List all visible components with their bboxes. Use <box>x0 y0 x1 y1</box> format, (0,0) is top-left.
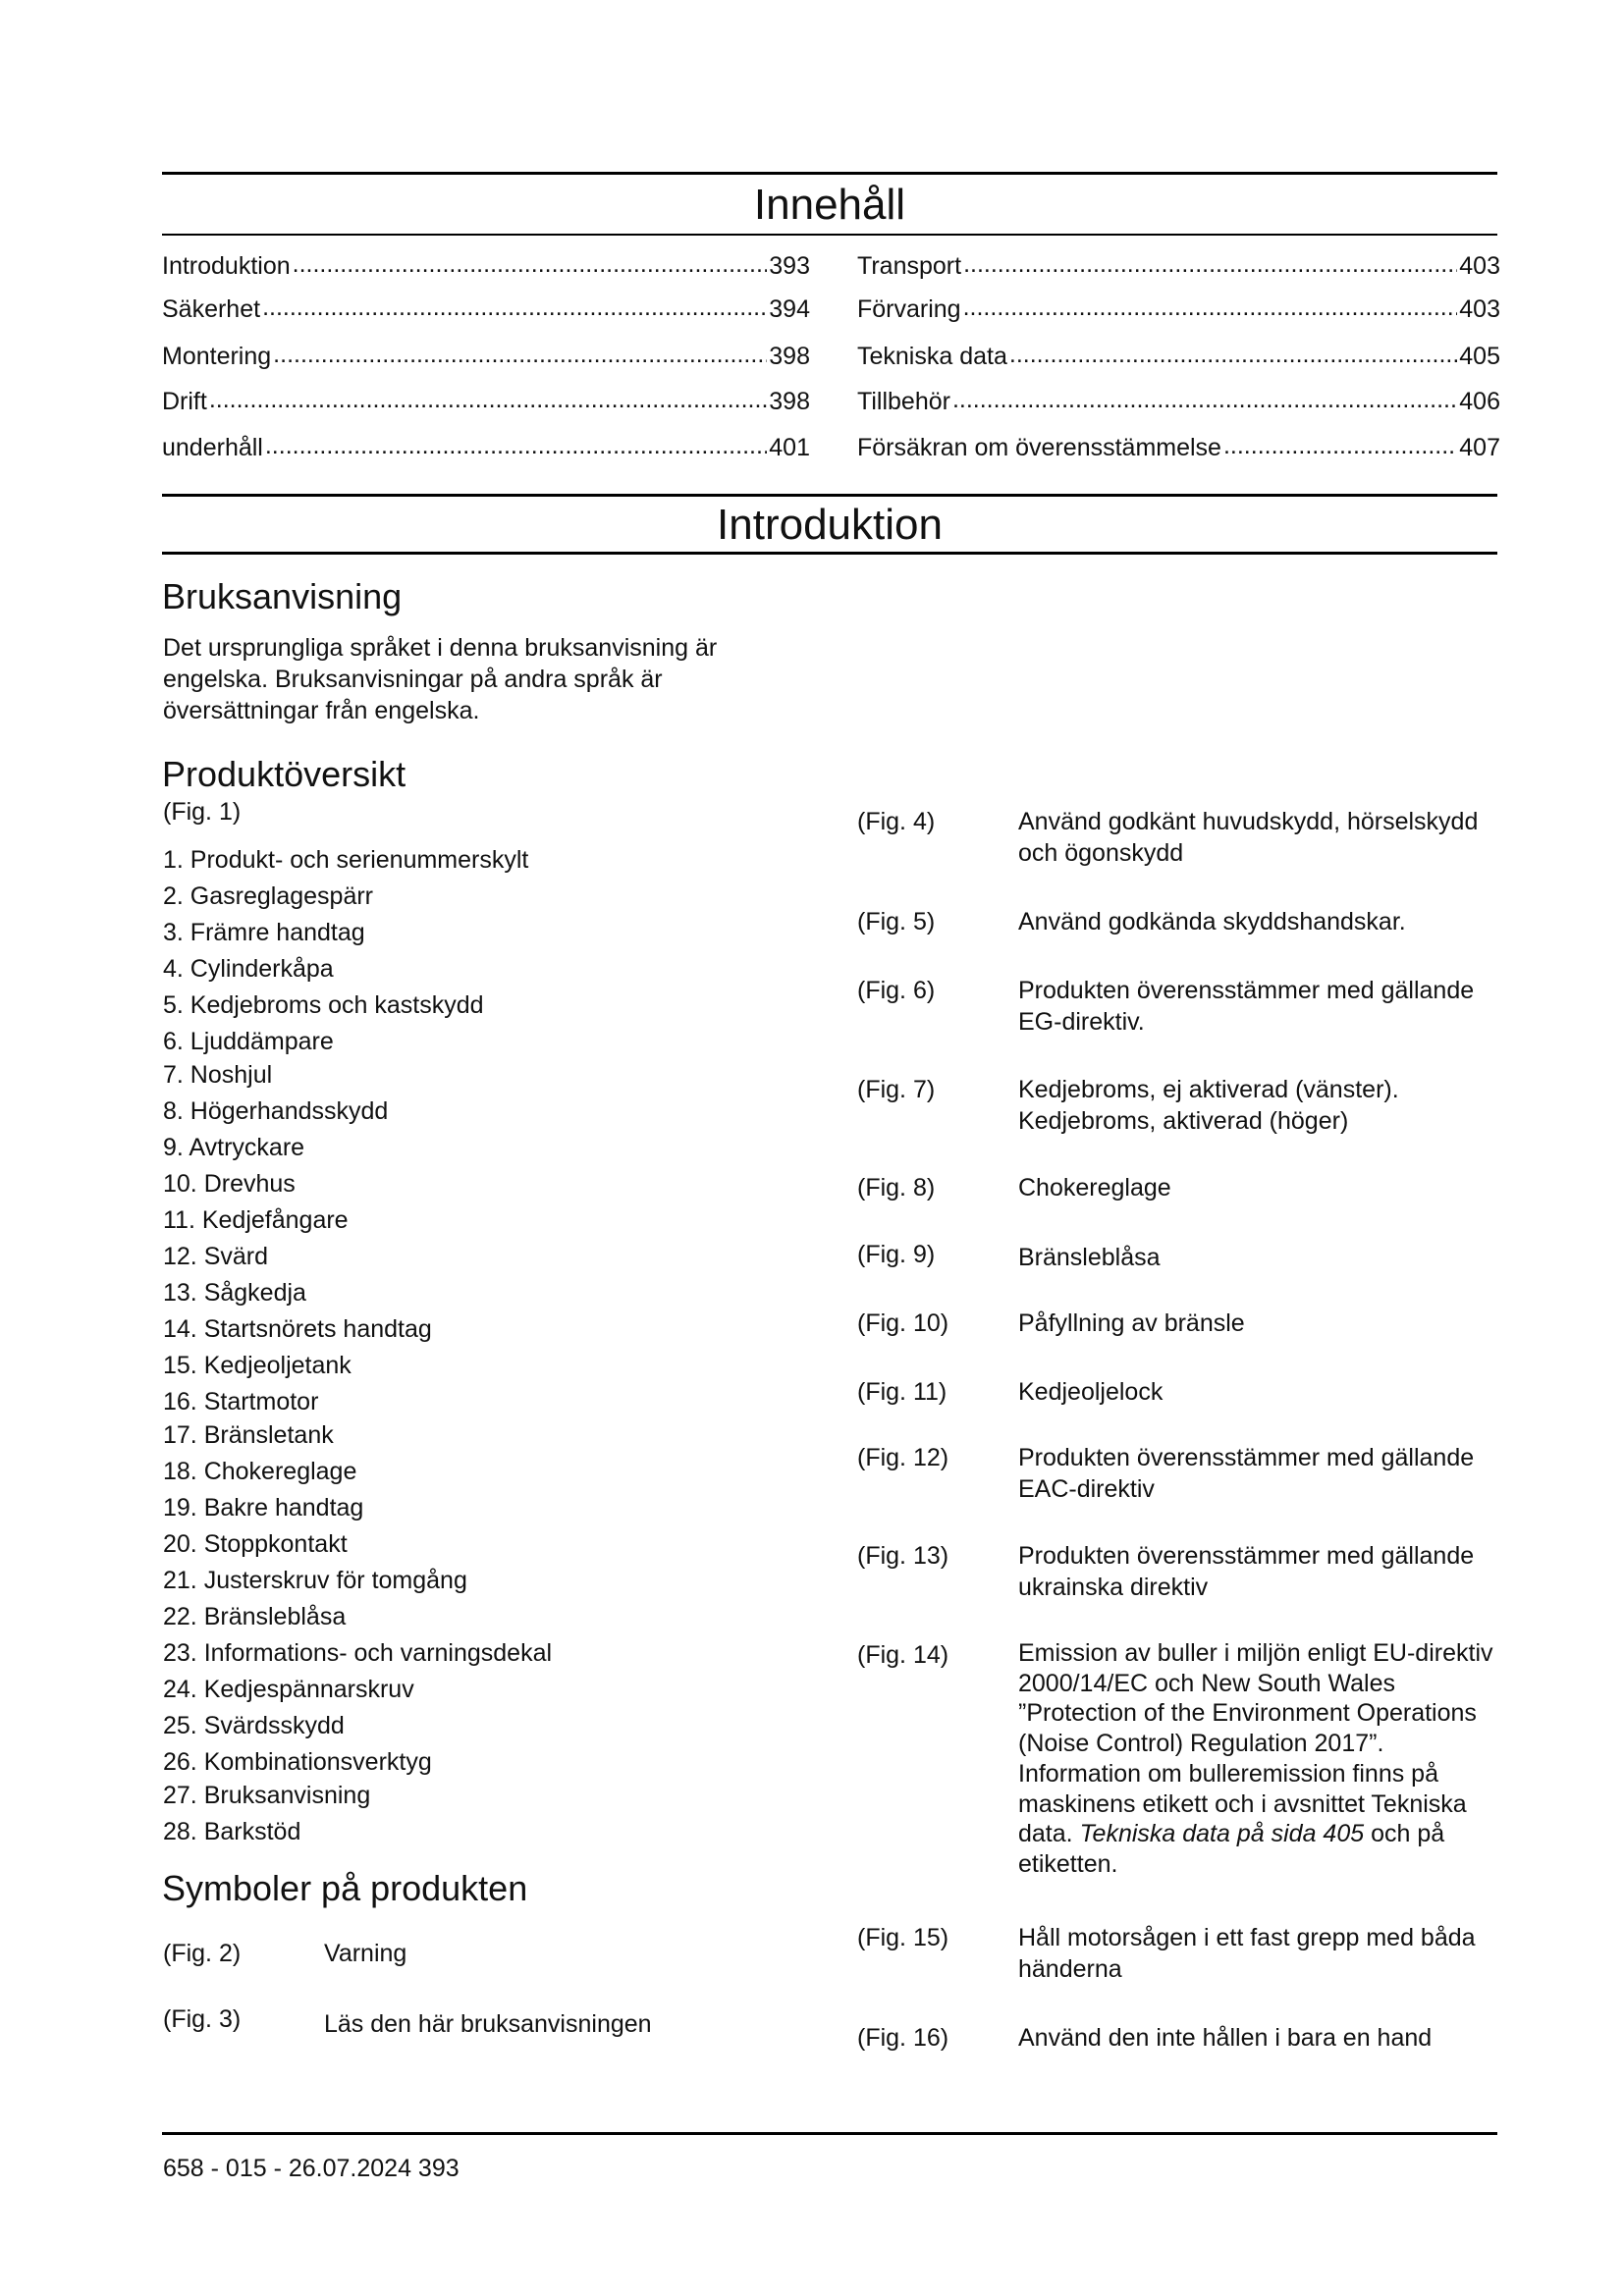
fig-ref: (Fig. 9) <box>857 1241 936 1268</box>
section-rule-bottom <box>162 552 1497 555</box>
footer-rule <box>162 2132 1497 2135</box>
list-item: 26. Kombinationsverktyg <box>163 1748 432 1776</box>
fig-description: Chokereglage <box>1018 1174 1171 1201</box>
toc-rule-top <box>162 172 1497 175</box>
fig-ref: (Fig. 10) <box>857 1309 949 1337</box>
toc-entry[interactable]: Introduktion ..... 393 <box>162 251 810 281</box>
fig-ref: (Fig. 11) <box>857 1378 947 1406</box>
list-item: 25. Svärdsskydd <box>163 1712 345 1739</box>
fig-description: Använd den inte hållen i bara en hand <box>1018 2024 1433 2052</box>
toc-entry[interactable]: Montering ..... 398 <box>162 342 810 371</box>
fig-description: Produkten överensstämmer med gällande ukrainska direktiv <box>1018 1542 1475 1601</box>
fig-description <box>1018 1638 1509 1880</box>
list-item: 18. Chokereglage <box>163 1458 357 1485</box>
list-item: 9. Avtryckare <box>163 1134 305 1161</box>
fig-description: Kedjeoljelock <box>1018 1378 1164 1406</box>
fig-description: Varning <box>324 1940 407 1967</box>
fig-ref: (Fig. 8) <box>857 1174 936 1201</box>
fig-description: Påfyllning av bränsle <box>1018 1309 1245 1337</box>
list-item: 7. Noshjul <box>163 1061 273 1089</box>
manual-text: Det ursprungliga språket i denna bruksanvisning är engelska. Bruksanvisningar på andra språk är översättningar från engelska. <box>163 634 718 724</box>
list-item: 14. Startsnörets handtag <box>163 1315 432 1343</box>
fig-ref: (Fig. 4) <box>857 808 936 835</box>
overview-heading: Produktöversikt <box>162 754 406 794</box>
section-title: Introduktion <box>717 501 943 549</box>
list-item: 12. Svärd <box>163 1243 269 1270</box>
list-item: 23. Informations- och varningsdekal <box>163 1639 553 1667</box>
list-item: 4. Cylinderkåpa <box>163 955 334 983</box>
list-item: 24. Kedjespännarskruv <box>163 1676 414 1703</box>
fig-ref: (Fig. 7) <box>857 1076 936 1103</box>
toc-title: Innehåll <box>753 181 906 229</box>
fig-description: Produkten överensstämmer med gällande EAC-direktiv <box>1018 1444 1475 1503</box>
toc-entry[interactable]: Transport ..... 403 <box>857 251 1500 281</box>
list-item: 10. Drevhus <box>163 1170 296 1198</box>
list-item: 13. Sågkedja <box>163 1279 306 1307</box>
toc-entry[interactable]: underhåll ..... 401 <box>162 433 810 462</box>
list-item: 6. Ljuddämpare <box>163 1028 334 1055</box>
list-item: 15. Kedjeoljetank <box>163 1352 352 1379</box>
list-item: 3. Främre handtag <box>163 919 365 946</box>
list-item: 28. Barkstöd <box>163 1818 301 1845</box>
fig-description-tail: och på etiketten. <box>1018 1820 1445 1878</box>
section-rule-top <box>162 494 1497 497</box>
fig-ref: (Fig. 13) <box>857 1542 949 1570</box>
fig-ref: (Fig. 14) <box>857 1641 949 1669</box>
list-item: 27. Bruksanvisning <box>163 1782 371 1809</box>
overview-fig-ref: (Fig. 1) <box>163 798 242 826</box>
cross-reference-link[interactable]: Tekniska data på sida 405 <box>1079 1820 1365 1848</box>
fig-description-text: Emission av buller i miljön enligt EU-direktiv 2000/14/EC och New South Wales ”Protection of the Environment Operations (Noise Control) Regulation 2017”. Information om bulleremission finns på maskinens etikett och i avsnittet Tekniska data. <box>1018 1639 1493 1848</box>
toc-entry[interactable]: Tekniska data ..... 405 <box>857 342 1500 371</box>
list-item: 11. Kedjefångare <box>163 1206 349 1234</box>
list-item: 1. Produkt- och serienummerskylt <box>163 846 529 874</box>
fig-ref: (Fig. 16) <box>857 2024 949 2052</box>
toc-entry[interactable]: Försäkran om överensstämmelse ..... 407 <box>857 433 1500 462</box>
manual-heading: Bruksanvisning <box>162 576 403 616</box>
fig-ref: (Fig. 3) <box>163 2005 242 2033</box>
toc-entry[interactable]: Tillbehör ..... 406 <box>857 387 1500 416</box>
list-item: 17. Bränsletank <box>163 1421 334 1449</box>
toc-rule-bottom <box>162 234 1497 236</box>
fig-description: Håll motorsågen i ett fast grepp med båda händerna <box>1018 1924 1476 1983</box>
fig-ref: (Fig. 6) <box>857 977 936 1004</box>
fig-ref: (Fig. 5) <box>857 908 936 935</box>
list-item: 2. Gasreglagespärr <box>163 882 374 910</box>
fig-description: Produkten överensstämmer med gällande EG-direktiv. <box>1018 977 1475 1036</box>
fig-description: Använd godkänt huvudskydd, hörselskydd och ögonskydd <box>1018 808 1479 867</box>
fig-ref: (Fig. 15) <box>857 1924 949 1951</box>
page-footer: 658 - 015 - 26.07.2024 393 <box>163 2155 460 2182</box>
fig-description: Kedjebroms, ej aktiverad (vänster). Kedjebroms, aktiverad (höger) <box>1018 1076 1399 1135</box>
toc-entry[interactable]: Säkerhet ..... 394 <box>162 294 810 324</box>
fig-ref: (Fig. 2) <box>163 1940 242 1967</box>
fig-description: Bränsleblåsa <box>1018 1244 1161 1271</box>
toc-entry[interactable]: Drift ..... 398 <box>162 387 810 416</box>
fig-description: Använd godkända skyddshandskar. <box>1018 908 1406 935</box>
fig-ref: (Fig. 12) <box>857 1444 949 1471</box>
list-item: 8. Högerhandsskydd <box>163 1097 389 1125</box>
list-item: 21. Justerskruv för tomgång <box>163 1567 467 1594</box>
toc-entry[interactable]: Förvaring ..... 403 <box>857 294 1500 324</box>
list-item: 20. Stoppkontakt <box>163 1530 348 1558</box>
symbols-heading: Symboler på produkten <box>162 1868 528 1908</box>
list-item: 19. Bakre handtag <box>163 1494 364 1522</box>
list-item: 16. Startmotor <box>163 1388 319 1415</box>
fig-description: Läs den här bruksanvisningen <box>324 2010 652 2038</box>
list-item: 22. Bränsleblåsa <box>163 1603 347 1630</box>
list-item: 5. Kedjebroms och kastskydd <box>163 991 484 1019</box>
